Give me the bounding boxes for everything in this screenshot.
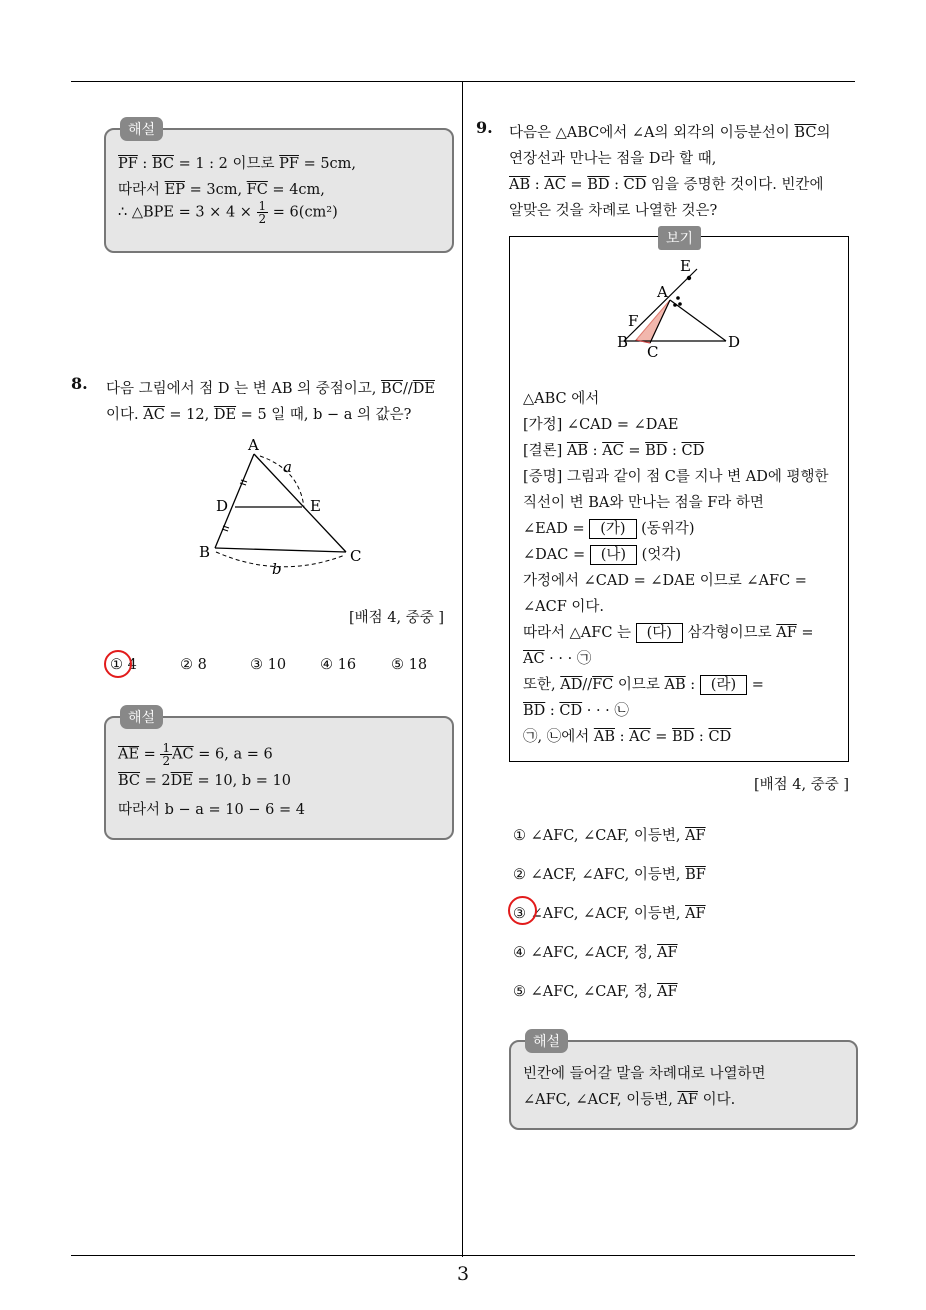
blank-na: (나) bbox=[590, 545, 637, 565]
fraction: $\frac{1}{2}$ bbox=[258, 199, 267, 226]
solution-box-8 bbox=[104, 710, 454, 840]
choice-8-5[interactable]: ⑤ 18 bbox=[391, 657, 428, 673]
blank-ra: (라) bbox=[700, 675, 747, 695]
blank-ga: (가) bbox=[589, 519, 636, 539]
solution-line: $\overline{BC} = 2\overline{DE} = 10$, b = 10 bbox=[118, 773, 291, 789]
solution-line: ∴ △BPE = 3 × 4 × $\frac{1}{2}$ = 6(cm²) bbox=[118, 199, 338, 226]
blank-da: (다) bbox=[636, 623, 683, 643]
choice-9-4[interactable]: ④ ∠AFC, ∠ACF, 정, $\overline{AF}$ bbox=[513, 945, 678, 961]
bogi-line: ㉠, ㉡에서 $\overline{AB}$ : $\overline{AC} = \overline{BD}$ : $\overline{CD}$ bbox=[523, 729, 732, 745]
bogi-line: [가정] ∠CAD = ∠DAE bbox=[523, 417, 679, 433]
question-8-text: 이다. $\overline{AC} = 12$, $\overline{DE} = 5$ 일 때, b − a 의 값은? bbox=[106, 407, 412, 423]
bogi-line: [결론] $\overline{AB}$ : $\overline{AC} = \overline{BD}$ : $\overline{CD}$ bbox=[523, 443, 705, 459]
point-b-label: B bbox=[617, 333, 629, 351]
bogi-box bbox=[509, 231, 849, 762]
point-e-label: E bbox=[680, 257, 691, 275]
length-b-label: b bbox=[272, 560, 282, 578]
solution-line: 빈칸에 들어갈 말을 차례대로 나열하면 bbox=[523, 1066, 766, 1082]
column-divider bbox=[462, 82, 463, 1257]
point-c-label: C bbox=[647, 343, 659, 361]
vertex-e-label: E bbox=[310, 497, 321, 515]
solution-tag: 해설 bbox=[120, 705, 163, 729]
score-label-8: [배점 4, 중중 ] bbox=[349, 610, 445, 626]
bogi-line: 가정에서 ∠CAD = ∠DAE 이므로 ∠AFC = bbox=[523, 573, 807, 589]
choice-8-1[interactable]: ① 4 bbox=[110, 657, 137, 673]
solution-box-7 bbox=[104, 122, 454, 253]
choice-8-3[interactable]: ③ 10 bbox=[250, 657, 287, 673]
solution-line: 따라서 b − a = 10 − 6 = 4 bbox=[118, 802, 305, 818]
bogi-line: ∠ACF 이다. bbox=[523, 599, 605, 615]
choice-8-4[interactable]: ④ 16 bbox=[320, 657, 357, 673]
point-a-label: A bbox=[657, 283, 668, 301]
choice-9-1[interactable]: ① ∠AFC, ∠CAF, 이등변, $\overline{AF}$ bbox=[513, 828, 706, 844]
vertex-b-label: B bbox=[199, 543, 211, 561]
page-number: 3 bbox=[456, 1263, 470, 1285]
bogi-line: ∠EAD = (가) (동위각) bbox=[523, 521, 695, 537]
bogi-line: △ABC 에서 bbox=[523, 391, 600, 407]
choice-9-5[interactable]: ⑤ ∠AFC, ∠CAF, 정, $\overline{AF}$ bbox=[513, 984, 678, 1000]
bogi-line: ∠DAC = (나) (엇각) bbox=[523, 547, 681, 563]
vertex-c-label: C bbox=[350, 547, 362, 565]
triangle-figure-8 bbox=[190, 430, 380, 580]
choice-9-2[interactable]: ② ∠ACF, ∠AFC, 이등변, $\overline{BF}$ bbox=[513, 867, 706, 883]
selected-answer-circle-8 bbox=[104, 650, 132, 678]
solution-line: $\overline{PF}$ : $\overline{BC} = 1$ : 2 이므로 $\overline{PF} = 5cm$, bbox=[118, 156, 357, 172]
vertex-a-label: A bbox=[248, 436, 259, 454]
solution-tag: 해설 bbox=[525, 1029, 568, 1053]
question-number-8: 8. bbox=[71, 374, 88, 393]
choice-8-2[interactable]: ② 8 bbox=[180, 657, 207, 673]
point-d-label: D bbox=[728, 333, 741, 351]
solution-line: $\overline{AE}$ = $\frac{1}{2}$ $\overline{AC} = 6$, a = 6 bbox=[118, 741, 273, 768]
selected-answer-circle-9 bbox=[508, 896, 537, 925]
bogi-line: 따라서 △AFC 는 (다) 삼각형이므로 $\overline{AF}$ = bbox=[523, 625, 814, 641]
solution-line: 따라서 $\overline{EP} = 3cm$, $\overline{FC} = 4cm$, bbox=[118, 182, 325, 198]
length-a-label: a bbox=[283, 458, 292, 476]
top-rule bbox=[71, 81, 855, 82]
bogi-line: 또한, $\overline{AD}//\overline{FC}$ 이므로 $\overline{AB}$ : (라) = bbox=[523, 677, 764, 693]
question-9-text: $\overline{AB}$ : $\overline{AC} = \overline{BD}$ : $\overline{CD}$ 임을 증명한 것이다. 빈칸에 bbox=[509, 177, 824, 193]
angle-bisector-figure bbox=[600, 253, 760, 363]
point-f-label: F bbox=[628, 312, 639, 330]
question-9-text: 연장선과 만나는 점을 D라 할 때, bbox=[509, 151, 717, 167]
bogi-line: $\overline{BD}$ : $\overline{CD}$ · · · ㉡ bbox=[523, 703, 629, 719]
solution-tag: 해설 bbox=[120, 117, 163, 141]
vertex-d-label: D bbox=[216, 497, 229, 515]
question-9-text: 알맞은 것을 차례로 나열한 것은? bbox=[509, 203, 718, 219]
bogi-tag: 보기 bbox=[658, 226, 701, 250]
question-8-text: 다음 그림에서 점 D 는 변 AB 의 중점이고, $\overline{BC}//\overline{DE}$ bbox=[106, 381, 435, 397]
bogi-line: [증명] 그림과 같이 점 C를 지나 변 AD에 평행한 bbox=[523, 469, 829, 485]
question-number-9: 9. bbox=[476, 118, 493, 137]
solution-line: ∠AFC, ∠ACF, 이등변, $\overline{AF}$ 이다. bbox=[523, 1092, 736, 1108]
choice-9-3[interactable]: ③ ∠AFC, ∠ACF, 이등변, $\overline{AF}$ bbox=[513, 906, 706, 922]
score-label-9: [배점 4, 중중 ] bbox=[754, 777, 850, 793]
fraction: $\frac{1}{2}$ bbox=[162, 741, 171, 768]
bogi-line: $\overline{AC}$ · · · ㉠ bbox=[523, 651, 592, 667]
solution-box-9 bbox=[509, 1034, 858, 1130]
bottom-rule bbox=[71, 1255, 855, 1256]
question-9-text: 다음은 △ABC에서 ∠A의 외각의 이등분선이 $\overline{BC}$의 bbox=[509, 125, 831, 141]
bogi-line: 직선이 변 BA와 만나는 점을 F라 하면 bbox=[523, 495, 764, 511]
